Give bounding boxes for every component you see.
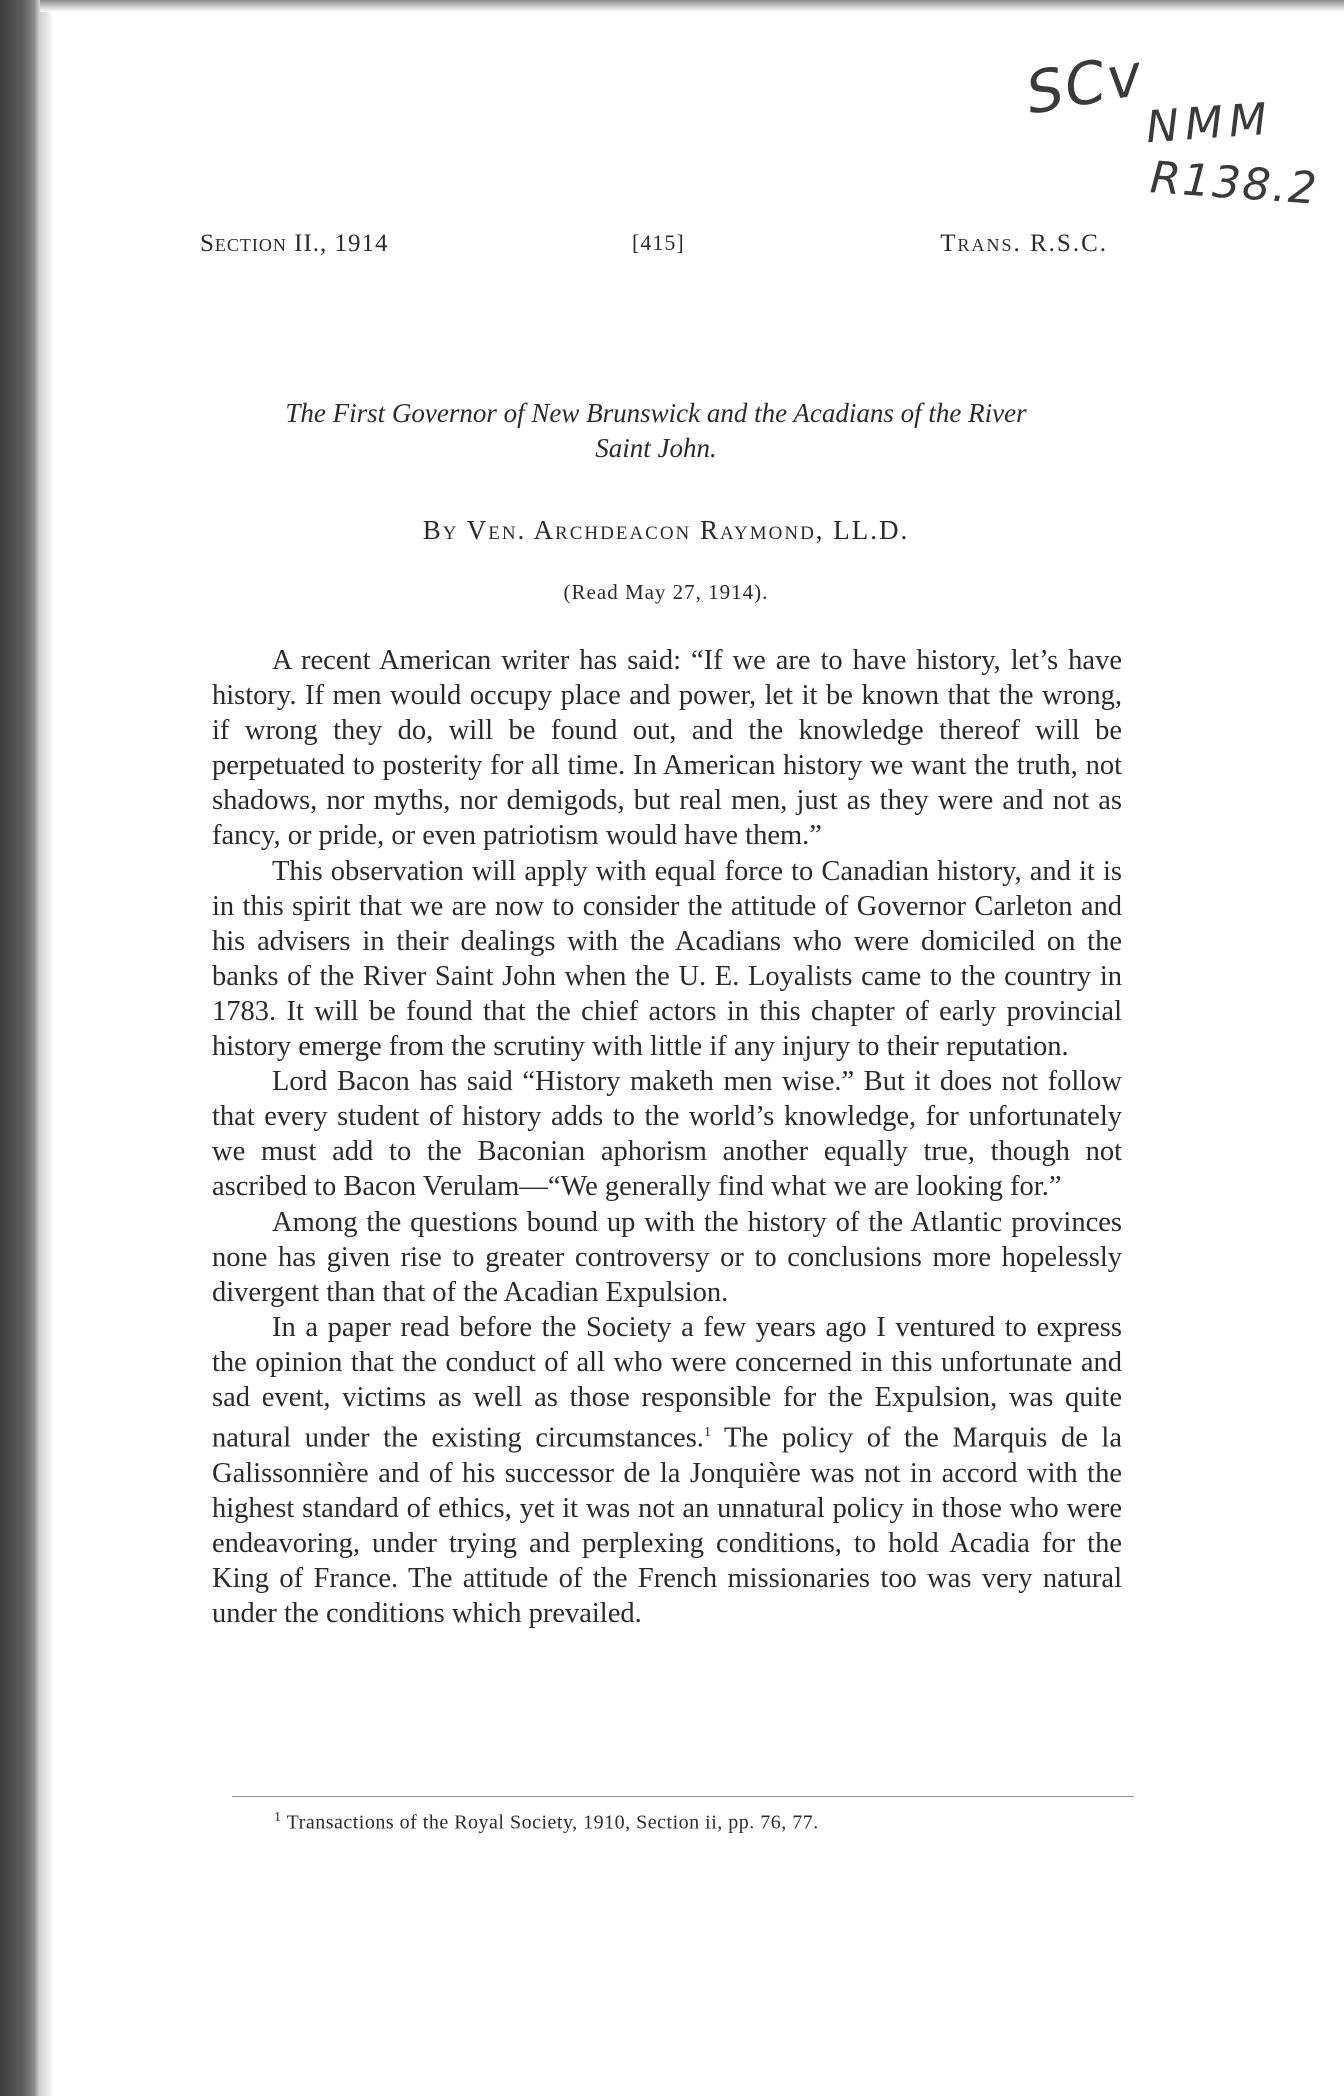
body-paragraph: Lord Bacon has said “History maketh men wise.” But it does not follow that every student of history adds to the world’s knowledge, for unfortunately we must add to the Baconian aphorism another equally true, though not ascribed to Bacon Verulam—“We generally find what we are looking for.” xyxy=(212,1066,1122,1203)
footnote-text: Transactions of the Royal Society, 1910, Section ii, pp. 76, 77. xyxy=(281,1811,819,1834)
handwritten-note: SCv xyxy=(1020,40,1149,128)
section-label: Section II., 1914 xyxy=(200,230,389,257)
footnote xyxy=(274,1810,1134,1835)
running-header xyxy=(200,230,1108,270)
footnote-divider xyxy=(232,1796,1134,1797)
top-shadow xyxy=(40,0,1344,12)
article-body xyxy=(212,643,1122,1631)
binding-shadow xyxy=(40,0,54,2096)
body-paragraph: Among the questions bound up with the history of the Atlantic provinces none has given rise to greater controversy or to conclusions more hopelessly divergent than that of the Acadian Expulsion. xyxy=(212,1206,1122,1308)
handwritten-note: NMM xyxy=(1144,93,1275,154)
page-number: [415] xyxy=(632,230,685,255)
title-line: Saint John. xyxy=(595,433,717,463)
body-paragraph xyxy=(212,1310,1122,1631)
binding-edge xyxy=(0,0,40,2096)
handwritten-note: R138.2 xyxy=(1148,152,1321,215)
author-line: By Ven. Archdeacon Raymond, LL.D. xyxy=(422,515,910,545)
paragraph-text: The policy of the Marquis de la Galissonnière and of his successor de la Jonquière was not in accord with the highest standard of ethics, yet it was not an unnatural policy in those who were endeavoring, under trying and perplexing conditions, to hold Acadia for the King of France. The attitude of the French missionaries too was very natural under the conditions which prevailed. xyxy=(212,1422,1123,1630)
body-paragraph: This observation will apply with equal force to Canadian history, and it is in this spirit that we are now to consider the attitude of Governor Carleton and his advisers in their dealings with the Acadians who were domiciled on the banks of the River Saint John when the U. E. Loyalists came to the country in 1783. It will be found that the chief actors in this chapter of early provincial history emerge from the scrutiny with little if any injury to their reputation. xyxy=(212,855,1122,1063)
body-paragraph: A recent American writer has said: “If we are to have history, let’s have history. If men would occupy place and power, let it be known that the wrong, if wrong they do, will be found out, and the knowledge thereof will be perpetuated to posterity for all time. In American history we want the truth, not shadows, nor myths, nor demigods, but real men, just as they were and not as fancy, or pride, or even patriotism would have them.” xyxy=(212,645,1122,852)
article-title xyxy=(196,396,1116,466)
journal-label: Trans. R.S.C. xyxy=(940,230,1108,257)
footnote-reference: 1 xyxy=(703,1425,711,1441)
paragraph-text: In a paper read before the Society a few years ago I ventured to express the opinion that the conduct of all who were concerned in this unfortunate and sad event, victims as well as those responsible for the Expulsion, was quite natural under the existing circumstances. xyxy=(212,1311,1122,1454)
title-line: The First Governor of New Brunswick and the Acadians of the River xyxy=(285,398,1027,428)
read-date: (Read May 27, 1914). xyxy=(563,580,769,604)
footnote-marker: 1 xyxy=(274,1810,282,1825)
